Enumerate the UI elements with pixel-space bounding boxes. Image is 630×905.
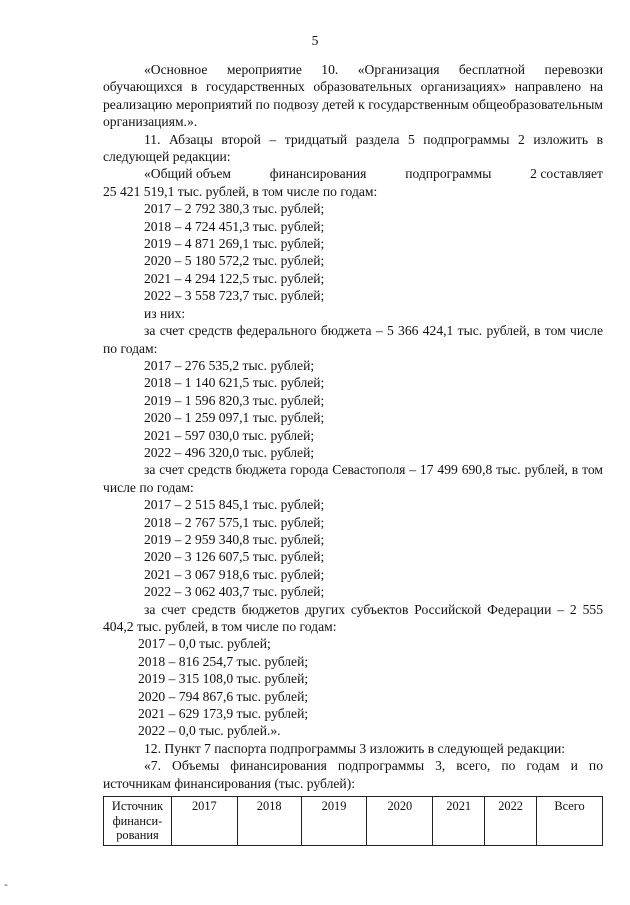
year-line: 2017 – 276 535,2 тыс. рублей; xyxy=(144,357,315,373)
text-line: числе по годам: xyxy=(103,323,603,356)
table-header-cell: Источник финанси-рования xyxy=(104,797,172,846)
text-line: за счет средств бюджета города Севастополя – 17 499 690,8 тыс. рублей, xyxy=(144,462,568,478)
year-line: 2022 – 496 320,0 тыс. рублей; xyxy=(144,444,315,460)
text-word: «Общий объем xyxy=(144,166,231,182)
text-line: в следующей редакции: xyxy=(103,131,603,165)
table-header-cell: 2018 xyxy=(237,797,301,846)
margin-mark: - xyxy=(4,878,8,891)
text-line: общеобразовательным организациям.». xyxy=(103,96,603,130)
year-line: 2017 – 2 515 845,1 тыс. рублей; xyxy=(144,497,325,513)
text-line: 25 421 519,1 тыс. рублей, в том числе по годам: xyxy=(103,183,378,199)
table-header-cell: 2022 xyxy=(485,797,537,846)
text-word: подпрограммы xyxy=(405,166,492,182)
text-line: «7. Объемы финансирования подпрограммы 3, всего, по годам xyxy=(144,758,560,774)
year-line: 2018 – 4 724 451,3 тыс. рублей; xyxy=(144,218,325,234)
financing-table xyxy=(103,796,603,846)
text-line: за счет средств федерального бюджета – 5 366 424,1 тыс. рублей, в том xyxy=(144,323,566,339)
year-line: 2021 – 4 294 122,5 тыс. рублей; xyxy=(144,270,325,286)
paragraph-federal-budget xyxy=(103,322,603,357)
text-line: на реализацию мероприятий по подвозу детей к государственным xyxy=(103,79,603,112)
year-line: 2020 – 3 126 607,5 тыс. рублей; xyxy=(144,549,325,565)
table-header-cell: 2021 xyxy=(433,797,485,846)
table-header-cell: 2020 xyxy=(367,797,433,846)
table-header-cell: 2017 xyxy=(171,797,237,846)
total-volume-line xyxy=(103,165,603,182)
text-word: финансирования xyxy=(269,166,367,182)
year-line: 2022 – 0,0 тыс. рублей.». xyxy=(138,723,281,739)
text-line: 11. Абзацы второй – тридцатый раздела 5 подпрограммы 2 изложить xyxy=(144,131,589,147)
year-line: 2019 – 2 959 340,8 тыс. рублей; xyxy=(144,531,325,547)
paragraph-other-subjects-budget xyxy=(103,601,603,636)
year-line: 2019 – 315 108,0 тыс. рублей; xyxy=(138,671,309,687)
paragraph-item-12: 12. Пункт 7 паспорта подпрограммы 3 изложить в следующей редакции: xyxy=(144,740,566,756)
text-line: в том числе по годам: xyxy=(103,462,604,495)
table-header-row xyxy=(104,797,603,846)
year-line: 2021 – 597 030,0 тыс. рублей; xyxy=(144,427,315,443)
year-line: 2020 – 5 180 572,2 тыс. рублей; xyxy=(144,253,325,269)
text-line: обучающихся в государственных образовательных организациях» направлено xyxy=(103,79,582,95)
year-line: 2018 – 2 767 575,1 тыс. рублей; xyxy=(144,514,325,530)
text-line: из них: xyxy=(144,305,186,321)
text-line: за счет средств бюджетов других субъектов Российской Федерации – xyxy=(144,601,565,617)
table-header-cell: Всего xyxy=(537,797,603,846)
paragraph-main-event-10 xyxy=(103,61,603,131)
paragraph-item-11 xyxy=(103,131,603,166)
document-body xyxy=(103,61,603,792)
year-line: 2017 – 2 792 380,3 тыс. рублей; xyxy=(144,201,325,217)
table-header-cell: 2019 xyxy=(301,797,367,846)
year-line: 2022 – 3 062 403,7 тыс. рублей; xyxy=(144,584,325,600)
text-line: 2 555 404,2 тыс. рублей, в том числе по годам: xyxy=(103,601,603,634)
year-line: 2018 – 816 254,7 тыс. рублей; xyxy=(138,653,309,669)
paragraph-item-7-financing xyxy=(103,757,603,792)
year-line: 2018 – 1 140 621,5 тыс. рублей; xyxy=(144,375,325,391)
year-line: 2019 – 4 871 269,1 тыс. рублей; xyxy=(144,236,325,252)
text-line: «Основное мероприятие 10. «Организация бесплатной перевозки xyxy=(144,62,603,77)
text-line: и по источникам финансирования (тыс. рублей): xyxy=(103,758,603,791)
year-line: 2017 – 0,0 тыс. рублей; xyxy=(138,636,271,652)
year-line: 2020 – 794 867,6 тыс. рублей; xyxy=(138,688,309,704)
paragraph-sevastopol-budget xyxy=(103,461,603,496)
year-line: 2022 – 3 558 723,7 тыс. рублей; xyxy=(144,288,325,304)
year-line: 2021 – 3 067 918,6 тыс. рублей; xyxy=(144,566,325,582)
text-word: 2 составляет xyxy=(530,166,603,182)
year-line: 2020 – 1 259 097,1 тыс. рублей; xyxy=(144,410,325,426)
year-line: 2019 – 1 596 820,3 тыс. рублей; xyxy=(144,392,325,408)
year-line: 2021 – 629 173,9 тыс. рублей; xyxy=(138,706,309,722)
page-number: 5 xyxy=(311,33,319,48)
